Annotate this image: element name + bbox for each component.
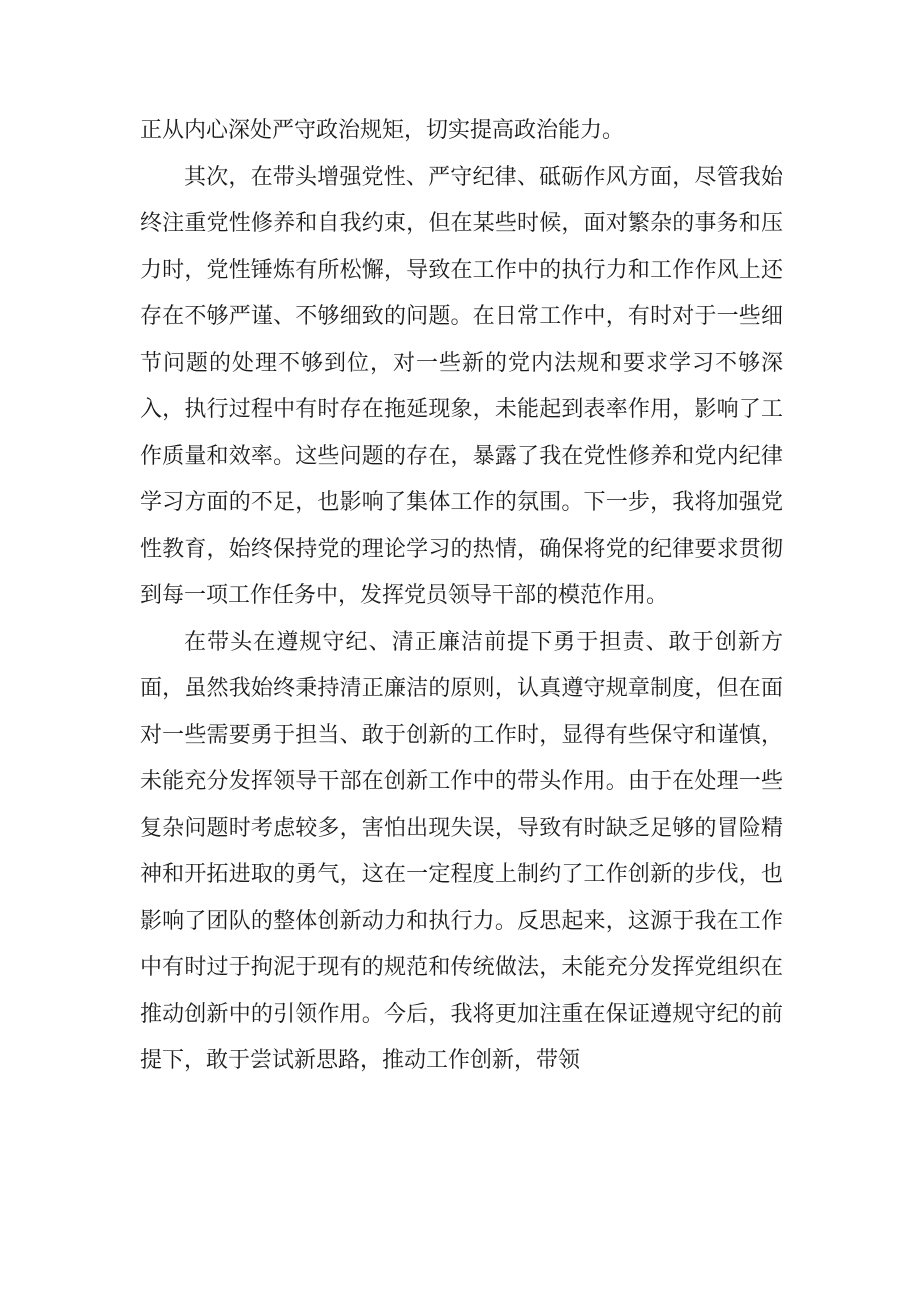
paragraph-3: 在带头在遵规守纪、清正廉洁前提下勇于担责、敢于创新方面，虽然我始终秉持清正廉洁的原则，认真遵守规章制度，但在面对一些需要勇于担当、敢于创新的工作时，显得有些保守和谨慎，未能充分发挥领导干部在创新工作中的带头作用。由于在处理一些复杂问题时考虑较多，害怕出现失误，导致有时缺乏足够的冒险精神和开拓进取的勇气，这在一定程度上制约了工作创新的步伐，也影响了团队的整体创新动力和执行力。反思起来，这源于我在工作中有时过于拘泥于现有的规范和传统做法，未能充分发挥党组织在推动创新中的引领作用。今后，我将更加注重在保证遵规守纪的前提下，敢于尝试新思路，推动工作创新，带领 bbox=[140, 629, 783, 1073]
paragraph-1: 正从内心深处严守政治规矩，切实提高政治能力。 bbox=[140, 118, 625, 143]
paragraph-2: 其次，在带头增强党性、严守纪律、砥砺作风方面，尽管我始终注重党性修养和自我约束，但在某些时候，面对繁杂的事务和压力时，党性锤炼有所松懈，导致在工作中的执行力和工作作风上还存在不够严谨、不够细致的问题。在日常工作中，有时对于一些细节问题的处理不够到位，对一些新的党内法规和要求学习不够深入，执行过程中有时存在拖延现象，未能起到表率作用，影响了工作质量和效率。这些问题的存在，暴露了我在党性修养和党内纪律学习方面的不足，也影响了集体工作的氛围。下一步，我将加强党性教育，始终保持党的理论学习的热情，确保将党的纪律要求贯彻到每一项工作任务中，发挥党员领导干部的模范作用。 bbox=[140, 164, 783, 608]
document-body bbox=[140, 108, 783, 1085]
